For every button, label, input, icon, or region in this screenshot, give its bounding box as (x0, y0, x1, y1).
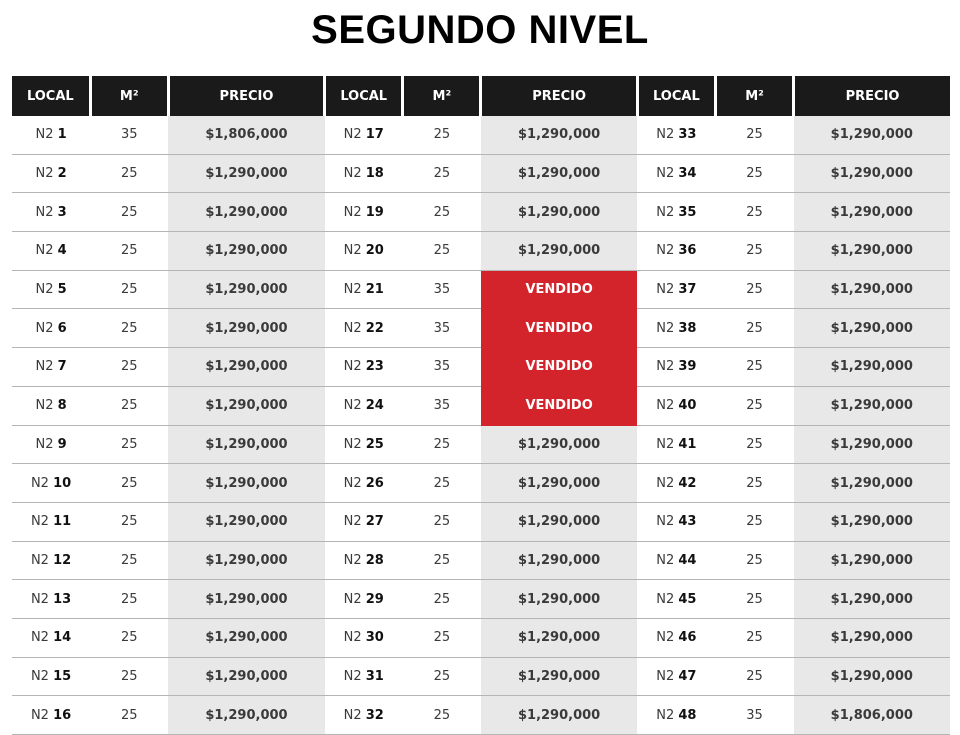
area-cell: 25 (715, 309, 793, 348)
local-number: 16 (53, 707, 72, 723)
price-cell: $1,290,000 (481, 580, 637, 619)
local-cell (12, 232, 90, 271)
local-number: 29 (365, 591, 384, 607)
local-prefix: N2 (656, 475, 675, 491)
local-number: 6 (57, 320, 67, 336)
area-cell: 25 (403, 425, 481, 464)
table-row (12, 502, 950, 541)
local-prefix: N2 (343, 127, 362, 143)
local-number: 9 (57, 436, 67, 452)
local-cell (12, 464, 90, 503)
price-cell: $1,290,000 (168, 580, 324, 619)
sold-badge: VENDIDO (481, 386, 637, 425)
local-prefix: N2 (30, 514, 49, 530)
local-cell (325, 580, 403, 619)
price-cell: $1,290,000 (481, 425, 637, 464)
price-cell: $1,290,000 (794, 425, 950, 464)
local-number: 19 (365, 204, 384, 220)
local-cell (12, 696, 90, 735)
local-prefix: N2 (30, 552, 49, 568)
area-cell: 25 (90, 541, 168, 580)
local-number: 46 (678, 630, 697, 646)
local-number: 23 (365, 359, 384, 375)
local-cell (12, 386, 90, 425)
area-cell: 25 (715, 618, 793, 657)
local-prefix: N2 (656, 166, 675, 182)
table-row (12, 386, 950, 425)
local-number: 3 (57, 204, 67, 220)
area-cell: 25 (715, 270, 793, 309)
area-cell: 25 (90, 386, 168, 425)
local-cell (325, 464, 403, 503)
local-prefix: N2 (30, 630, 49, 646)
area-cell: 25 (90, 464, 168, 503)
price-cell: $1,290,000 (481, 502, 637, 541)
local-prefix: N2 (35, 320, 54, 336)
area-cell: 25 (403, 116, 481, 154)
local-prefix: N2 (35, 166, 54, 182)
price-cell: $1,806,000 (168, 116, 324, 154)
header-m2: M² (403, 76, 481, 116)
table-header-row (12, 76, 950, 116)
local-cell (637, 348, 715, 387)
local-cell (637, 309, 715, 348)
header-local: LOCAL (12, 76, 90, 116)
local-prefix: N2 (656, 282, 675, 298)
local-prefix: N2 (343, 320, 362, 336)
price-cell: $1,290,000 (794, 618, 950, 657)
price-cell: $1,290,000 (168, 541, 324, 580)
local-number: 37 (678, 282, 697, 298)
area-cell: 25 (715, 425, 793, 464)
table-row (12, 270, 950, 309)
local-cell (637, 425, 715, 464)
local-cell (637, 580, 715, 619)
area-cell: 35 (403, 386, 481, 425)
local-cell (12, 502, 90, 541)
area-cell: 25 (403, 657, 481, 696)
local-prefix: N2 (343, 282, 362, 298)
local-number: 43 (678, 514, 697, 530)
local-prefix: N2 (656, 552, 675, 568)
table-row (12, 464, 950, 503)
area-cell: 25 (715, 657, 793, 696)
local-number: 47 (678, 668, 697, 684)
price-cell: $1,290,000 (168, 232, 324, 271)
table-row (12, 232, 950, 271)
area-cell: 25 (90, 425, 168, 464)
table-body (12, 116, 950, 735)
local-number: 38 (678, 320, 697, 336)
price-cell: $1,290,000 (481, 696, 637, 735)
area-cell: 25 (403, 580, 481, 619)
table-row (12, 696, 950, 735)
header-precio: PRECIO (794, 76, 950, 116)
local-cell (637, 154, 715, 193)
price-cell: $1,290,000 (481, 541, 637, 580)
local-cell (637, 193, 715, 232)
local-number: 25 (365, 436, 384, 452)
price-cell: $1,290,000 (168, 386, 324, 425)
local-cell (637, 270, 715, 309)
area-cell: 25 (403, 154, 481, 193)
local-prefix: N2 (656, 398, 675, 414)
local-number: 31 (365, 668, 384, 684)
local-prefix: N2 (35, 204, 54, 220)
local-prefix: N2 (343, 475, 362, 491)
price-cell: $1,290,000 (168, 657, 324, 696)
local-prefix: N2 (656, 204, 675, 220)
area-cell: 25 (403, 618, 481, 657)
local-prefix: N2 (343, 707, 362, 723)
local-cell (325, 116, 403, 154)
table-row (12, 580, 950, 619)
table-row (12, 154, 950, 193)
header-local: LOCAL (637, 76, 715, 116)
area-cell: 25 (403, 193, 481, 232)
local-cell (325, 232, 403, 271)
price-cell: $1,290,000 (168, 270, 324, 309)
price-cell: $1,290,000 (794, 580, 950, 619)
local-number: 20 (365, 243, 384, 259)
local-number: 13 (53, 591, 72, 607)
area-cell: 25 (715, 154, 793, 193)
area-cell: 25 (403, 541, 481, 580)
local-number: 15 (53, 668, 72, 684)
local-prefix: N2 (35, 243, 54, 259)
price-cell: $1,290,000 (481, 464, 637, 503)
area-cell: 25 (715, 502, 793, 541)
local-number: 22 (365, 320, 384, 336)
header-local: LOCAL (325, 76, 403, 116)
local-cell (12, 193, 90, 232)
local-cell (637, 386, 715, 425)
header-m2: M² (715, 76, 793, 116)
price-cell: $1,290,000 (794, 309, 950, 348)
local-prefix: N2 (35, 127, 54, 143)
area-cell: 35 (90, 116, 168, 154)
area-cell: 25 (715, 348, 793, 387)
price-cell: $1,290,000 (794, 116, 950, 154)
price-cell: $1,290,000 (794, 193, 950, 232)
local-cell (325, 386, 403, 425)
local-number: 35 (678, 204, 697, 220)
price-cell: $1,290,000 (168, 309, 324, 348)
price-cell: $1,290,000 (168, 502, 324, 541)
area-cell: 35 (403, 348, 481, 387)
local-number: 2 (57, 166, 67, 182)
local-cell (12, 154, 90, 193)
price-cell: $1,290,000 (794, 232, 950, 271)
table-row (12, 348, 950, 387)
area-cell: 35 (403, 270, 481, 309)
local-number: 21 (365, 282, 384, 298)
area-cell: 25 (90, 618, 168, 657)
price-cell: $1,290,000 (794, 541, 950, 580)
local-cell (637, 696, 715, 735)
local-number: 12 (53, 552, 72, 568)
local-cell (637, 116, 715, 154)
local-cell (12, 425, 90, 464)
local-prefix: N2 (656, 320, 675, 336)
local-cell (637, 618, 715, 657)
local-prefix: N2 (656, 359, 675, 375)
area-cell: 25 (90, 309, 168, 348)
local-number: 5 (57, 282, 67, 298)
local-number: 17 (365, 127, 384, 143)
local-prefix: N2 (656, 591, 675, 607)
area-cell: 25 (715, 541, 793, 580)
local-prefix: N2 (343, 591, 362, 607)
area-cell: 25 (403, 502, 481, 541)
area-cell: 35 (715, 696, 793, 735)
local-prefix: N2 (343, 514, 362, 530)
local-cell (637, 502, 715, 541)
price-table (12, 76, 950, 735)
local-cell (12, 116, 90, 154)
local-cell (637, 464, 715, 503)
header-m2: M² (90, 76, 168, 116)
table-row (12, 618, 950, 657)
area-cell: 25 (90, 696, 168, 735)
local-prefix: N2 (30, 668, 49, 684)
local-number: 7 (57, 359, 67, 375)
price-cell: $1,290,000 (794, 657, 950, 696)
table-row (12, 116, 950, 154)
local-number: 4 (57, 243, 67, 259)
price-cell: $1,290,000 (168, 464, 324, 503)
table-row (12, 193, 950, 232)
local-number: 27 (365, 514, 384, 530)
local-prefix: N2 (343, 630, 362, 646)
price-cell: $1,290,000 (794, 386, 950, 425)
local-number: 41 (678, 436, 697, 452)
price-cell: $1,290,000 (481, 657, 637, 696)
local-prefix: N2 (656, 668, 675, 684)
price-cell: $1,290,000 (794, 502, 950, 541)
local-number: 44 (678, 552, 697, 568)
area-cell: 25 (403, 232, 481, 271)
area-cell: 25 (403, 464, 481, 503)
local-prefix: N2 (35, 436, 54, 452)
local-cell (637, 657, 715, 696)
sold-badge: VENDIDO (481, 270, 637, 309)
local-cell (325, 425, 403, 464)
price-cell: $1,290,000 (481, 193, 637, 232)
local-number: 10 (53, 475, 72, 491)
local-cell (325, 618, 403, 657)
local-number: 18 (365, 166, 384, 182)
local-cell (637, 541, 715, 580)
local-prefix: N2 (30, 591, 49, 607)
local-number: 36 (678, 243, 697, 259)
area-cell: 25 (715, 116, 793, 154)
local-prefix: N2 (343, 359, 362, 375)
local-number: 14 (53, 630, 72, 646)
area-cell: 25 (715, 464, 793, 503)
local-cell (325, 696, 403, 735)
local-cell (325, 502, 403, 541)
local-cell (12, 580, 90, 619)
area-cell: 25 (90, 502, 168, 541)
price-cell: $1,806,000 (794, 696, 950, 735)
local-prefix: N2 (343, 668, 362, 684)
header-precio: PRECIO (168, 76, 324, 116)
local-cell (12, 618, 90, 657)
area-cell: 25 (715, 580, 793, 619)
table-row (12, 425, 950, 464)
local-prefix: N2 (30, 475, 49, 491)
local-cell (325, 270, 403, 309)
price-cell: $1,290,000 (168, 348, 324, 387)
local-cell (12, 309, 90, 348)
area-cell: 25 (90, 580, 168, 619)
local-number: 1 (57, 127, 67, 143)
area-cell: 35 (403, 309, 481, 348)
local-number: 30 (365, 630, 384, 646)
area-cell: 25 (90, 232, 168, 271)
price-cell: $1,290,000 (794, 270, 950, 309)
local-prefix: N2 (656, 243, 675, 259)
local-number: 48 (678, 707, 697, 723)
local-prefix: N2 (656, 514, 675, 530)
local-number: 40 (678, 398, 697, 414)
area-cell: 25 (90, 193, 168, 232)
page-title: SEGUNDO NIVEL (311, 8, 649, 52)
area-cell: 25 (715, 193, 793, 232)
local-number: 34 (678, 166, 697, 182)
local-number: 28 (365, 552, 384, 568)
price-cell: $1,290,000 (168, 154, 324, 193)
price-cell: $1,290,000 (794, 464, 950, 503)
local-cell (325, 657, 403, 696)
price-cell: $1,290,000 (794, 154, 950, 193)
local-number: 45 (678, 591, 697, 607)
local-cell (12, 541, 90, 580)
local-cell (325, 193, 403, 232)
local-prefix: N2 (656, 707, 675, 723)
sold-badge: VENDIDO (481, 348, 637, 387)
local-number: 24 (365, 398, 384, 414)
price-cell: $1,290,000 (168, 193, 324, 232)
price-cell: $1,290,000 (481, 116, 637, 154)
price-cell: $1,290,000 (168, 425, 324, 464)
area-cell: 25 (90, 348, 168, 387)
local-prefix: N2 (656, 127, 675, 143)
local-cell (637, 232, 715, 271)
local-cell (325, 348, 403, 387)
area-cell: 25 (90, 657, 168, 696)
local-cell (12, 348, 90, 387)
local-number: 42 (678, 475, 697, 491)
local-prefix: N2 (343, 243, 362, 259)
local-prefix: N2 (30, 707, 49, 723)
local-prefix: N2 (656, 436, 675, 452)
local-number: 39 (678, 359, 697, 375)
local-cell (12, 270, 90, 309)
table-row (12, 657, 950, 696)
price-cell: $1,290,000 (481, 154, 637, 193)
sold-badge: VENDIDO (481, 309, 637, 348)
area-cell: 25 (90, 270, 168, 309)
local-prefix: N2 (343, 398, 362, 414)
local-cell (12, 657, 90, 696)
area-cell: 25 (403, 696, 481, 735)
local-cell (325, 541, 403, 580)
local-prefix: N2 (656, 630, 675, 646)
local-prefix: N2 (35, 359, 54, 375)
local-prefix: N2 (35, 398, 54, 414)
price-cell: $1,290,000 (481, 232, 637, 271)
local-prefix: N2 (35, 282, 54, 298)
area-cell: 25 (715, 386, 793, 425)
local-prefix: N2 (343, 436, 362, 452)
price-cell: $1,290,000 (794, 348, 950, 387)
table-row (12, 541, 950, 580)
local-number: 26 (365, 475, 384, 491)
price-cell: $1,290,000 (168, 618, 324, 657)
price-cell: $1,290,000 (481, 618, 637, 657)
price-cell: $1,290,000 (168, 696, 324, 735)
local-number: 11 (53, 514, 72, 530)
local-cell (325, 309, 403, 348)
local-prefix: N2 (343, 552, 362, 568)
header-precio: PRECIO (481, 76, 637, 116)
local-cell (325, 154, 403, 193)
table-row (12, 309, 950, 348)
local-prefix: N2 (343, 204, 362, 220)
area-cell: 25 (715, 232, 793, 271)
local-number: 8 (57, 398, 67, 414)
local-number: 33 (678, 127, 697, 143)
area-cell: 25 (90, 154, 168, 193)
local-number: 32 (365, 707, 384, 723)
local-prefix: N2 (343, 166, 362, 182)
